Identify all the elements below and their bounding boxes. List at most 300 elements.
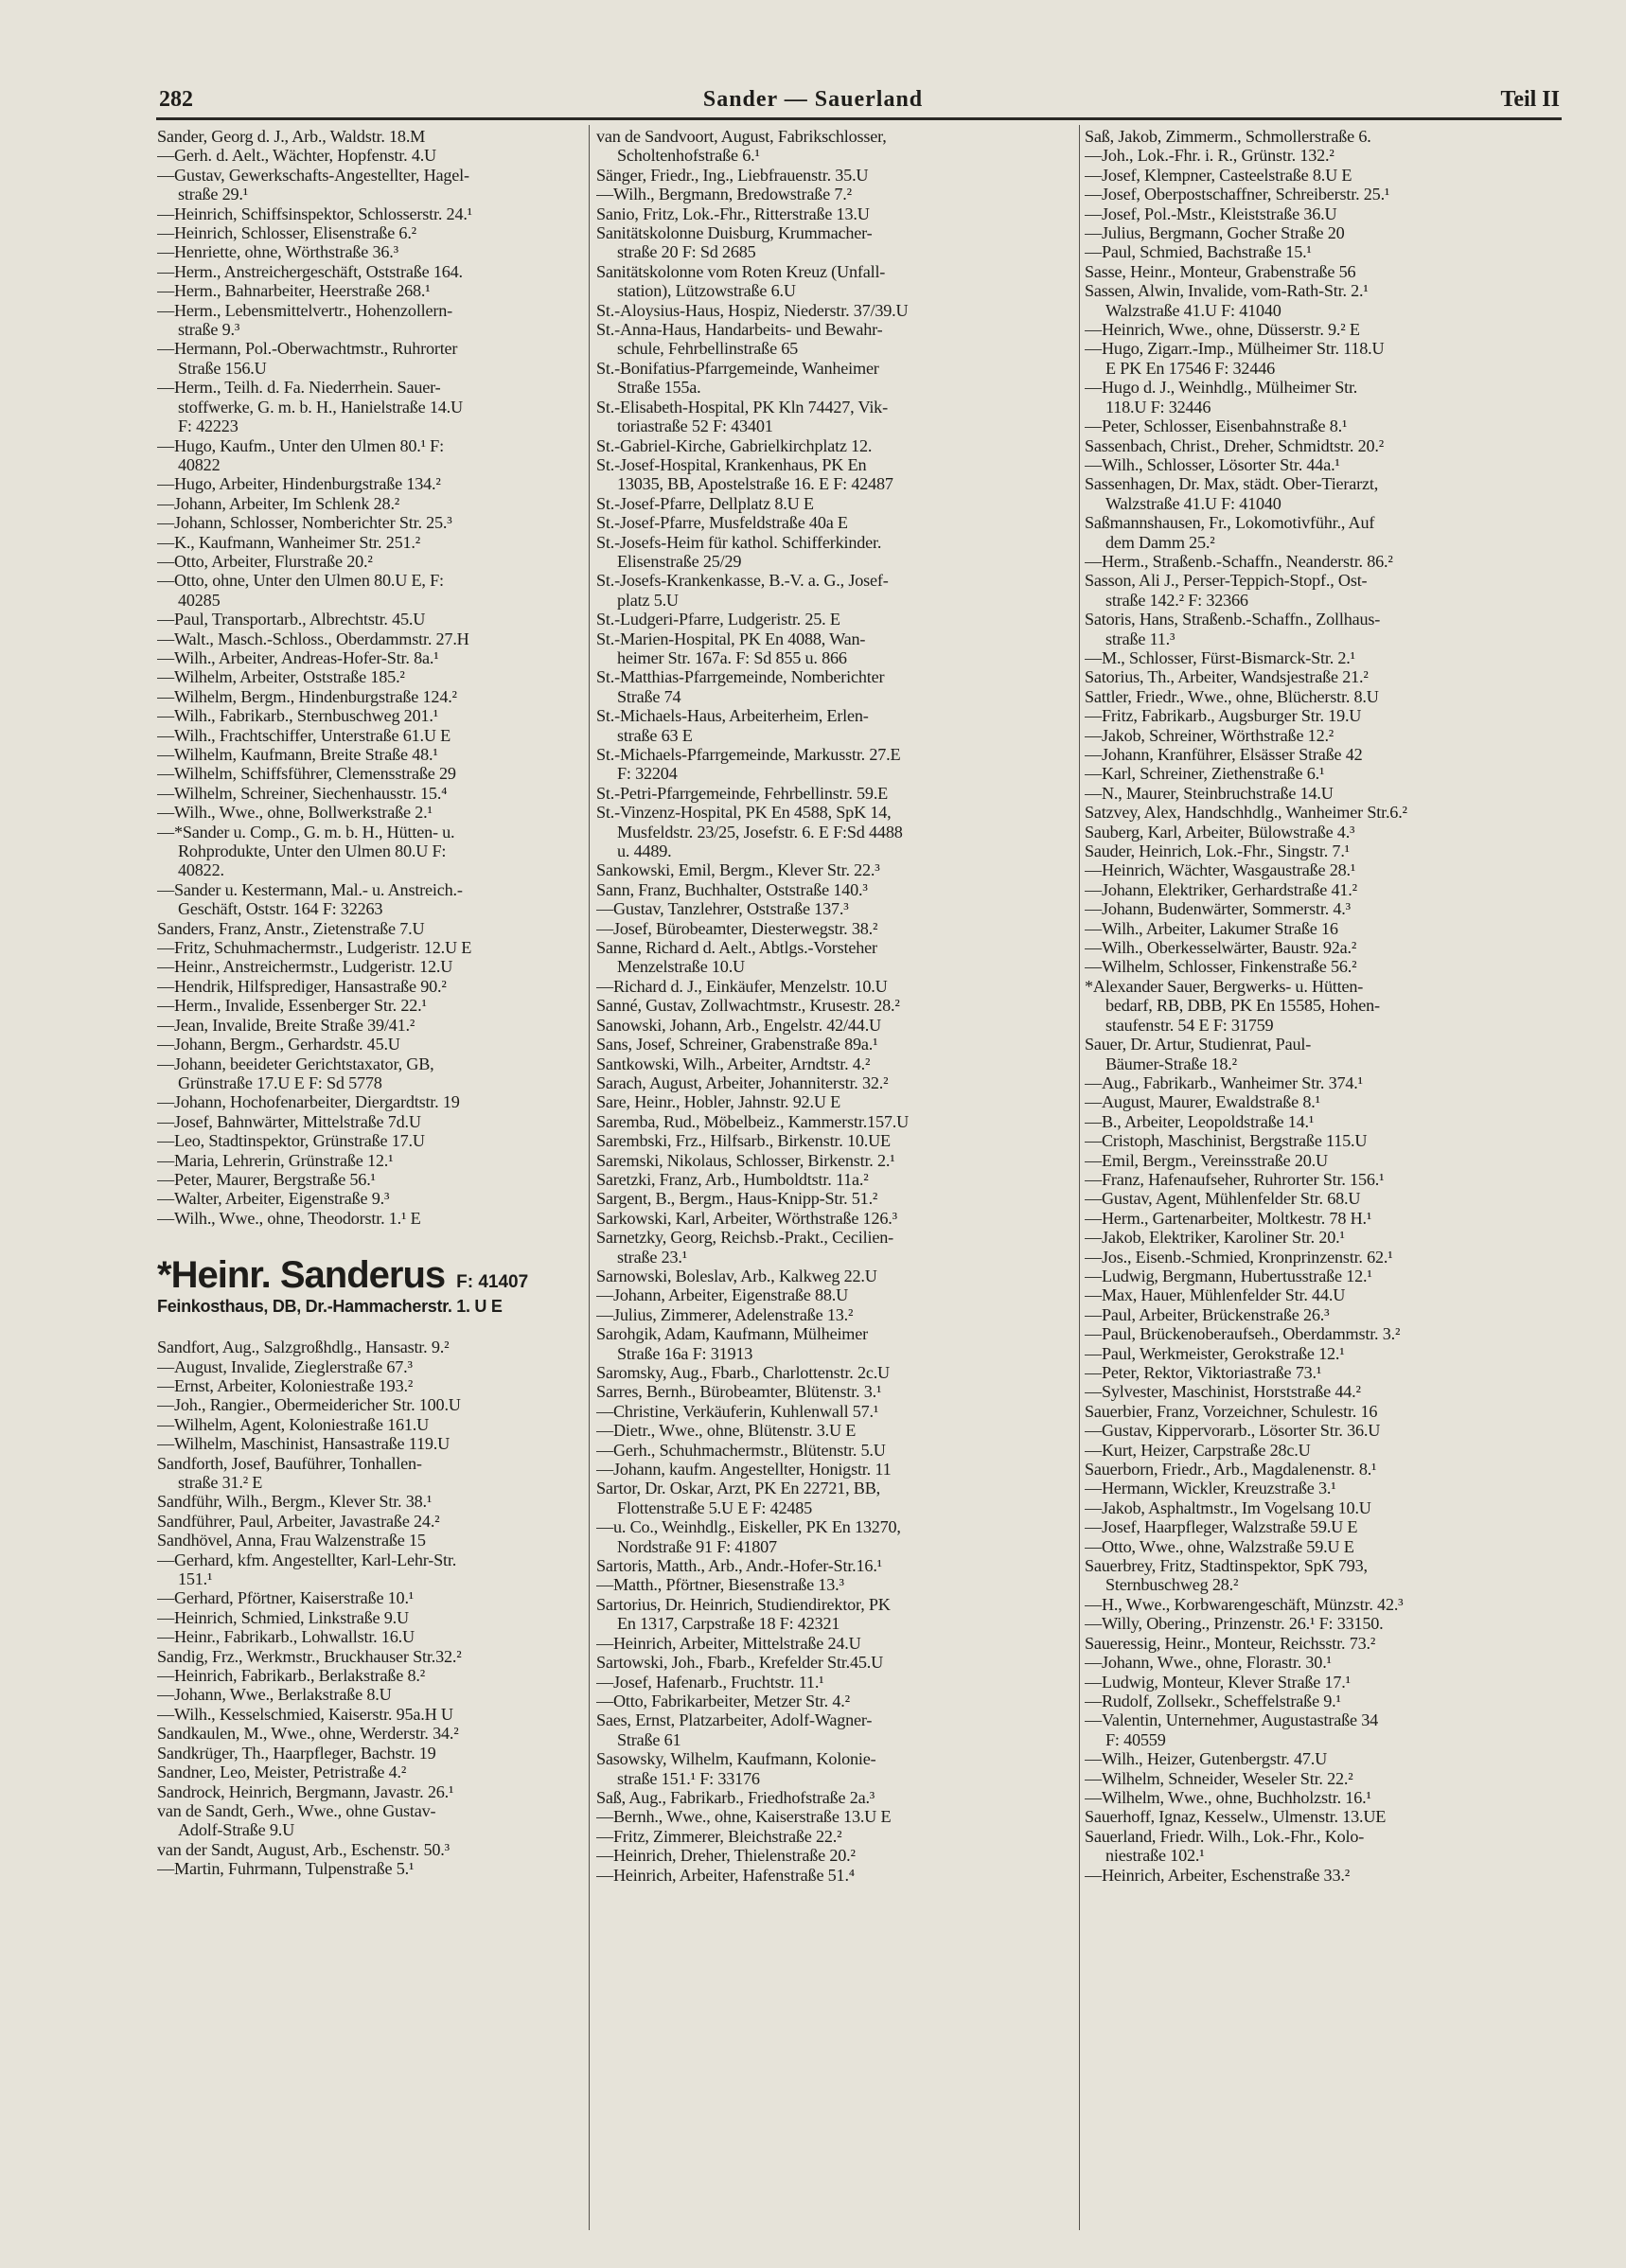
entry-continuation-line: straße 151.¹ F: 33176 xyxy=(617,1768,760,1788)
entry-line: —Josef, Haarpfleger, Walzstraße 59.U E xyxy=(1085,1517,1358,1537)
entry-line: —Sander u. Kestermann, Mal.- u. Anstreich.- xyxy=(157,879,463,899)
directory-entry xyxy=(157,281,592,300)
directory-entry xyxy=(596,1112,1032,1131)
ad-description: Feinkosthaus, DB, Dr.-Hammacherstr. 1. U E xyxy=(157,1297,503,1317)
directory-entry xyxy=(596,1788,1032,1807)
directory-entry xyxy=(157,1112,592,1131)
directory-entry xyxy=(596,899,1032,918)
entry-line: —Herm., Gartenarbeiter, Moltkestr. 78 H.¹ xyxy=(1085,1208,1372,1228)
entry-line: —Wilh., Heizer, Gutenbergstr. 47.U xyxy=(1085,1749,1328,1769)
entry-line: —Johann, Bergm., Gerhardstr. 45.U xyxy=(157,1035,400,1054)
directory-entry xyxy=(1085,1402,1558,1421)
directory-entry xyxy=(1085,1692,1558,1710)
entry-continuation-line: Straße 61 xyxy=(617,1729,681,1749)
directory-entry xyxy=(1085,1673,1558,1692)
directory-entry xyxy=(157,127,592,146)
directory-entry xyxy=(157,726,592,745)
entry-line: St.-Matthias-Pfarrgemeinde, Nomberichter xyxy=(596,667,885,687)
entry-line: —Heinrich, Arbeiter, Hafenstraße 51.⁴ xyxy=(596,1865,855,1885)
directory-entry xyxy=(596,185,1032,204)
entry-line: Sarohgik, Adam, Kaufmann, Mülheimer xyxy=(596,1324,868,1344)
entry-line: Sarres, Bernh., Bürobeamter, Blütenstr. 3.¹ xyxy=(596,1382,882,1402)
entry-continuation-line: straße 9.³ xyxy=(178,320,240,340)
directory-entry xyxy=(157,706,592,725)
directory-entry xyxy=(1085,1769,1558,1788)
directory-entry xyxy=(1085,1267,1558,1285)
directory-entry xyxy=(1085,1556,1558,1595)
entry-line: —Julius, Bergmann, Gocher Straße 20 xyxy=(1085,223,1345,243)
entry-line: —Josef, Hafenarb., Fruchtstr. 11.¹ xyxy=(596,1672,824,1692)
entry-line: —Johann, Elektriker, Gerhardstraße 41.² xyxy=(1085,879,1357,899)
directory-entry xyxy=(1085,1537,1558,1556)
directory-entry xyxy=(596,1595,1032,1634)
directory-entry xyxy=(596,1228,1032,1267)
entry-line: —Dietr., Wwe., ohne, Blütenstr. 3.U E xyxy=(596,1421,857,1441)
entry-continuation-line: Elisenstraße 25/29 xyxy=(617,551,742,571)
entry-line: —Hugo, Arbeiter, Hindenburgstraße 134.² xyxy=(157,474,441,494)
directory-entry xyxy=(157,1685,592,1704)
entry-continuation-line: straße 20 F: Sd 2685 xyxy=(617,242,756,262)
entry-line: *Alexander Sauer, Bergwerks- u. Hütten- xyxy=(1085,976,1364,996)
directory-entry xyxy=(157,1801,592,1840)
directory-entry xyxy=(596,1710,1032,1749)
entry-line: Saremski, Nikolaus, Schlosser, Birkenstr. 2.¹ xyxy=(596,1150,895,1170)
entry-line: —Christine, Verkäuferin, Kuhlenwall 57.¹ xyxy=(596,1401,879,1421)
directory-entry xyxy=(1085,610,1558,648)
directory-entry xyxy=(157,1840,592,1859)
entry-line: —Heinrich, Fabrikarb., Berlakstraße 8.² xyxy=(157,1666,426,1686)
entry-line: Sandführ, Wilh., Bergm., Klever Str. 38.¹ xyxy=(157,1492,433,1512)
entry-line: —Joh., Rangier., Obermeidericher Str. 100.U xyxy=(157,1395,461,1415)
directory-entry xyxy=(1085,860,1558,879)
entry-line: Sattler, Friedr., Wwe., ohne, Blücherstr. 8.U xyxy=(1085,686,1379,706)
directory-entry xyxy=(1085,262,1558,281)
entry-line: —Kurt, Heizer, Carpstraße 28c.U xyxy=(1085,1440,1311,1460)
directory-entry xyxy=(596,1170,1032,1189)
directory-entry xyxy=(1085,687,1558,706)
directory-entry xyxy=(1085,1151,1558,1170)
directory-entry xyxy=(157,1705,592,1724)
directory-entry xyxy=(157,1859,592,1878)
directory-entry xyxy=(596,1382,1032,1401)
directory-entry xyxy=(157,996,592,1015)
directory-entry xyxy=(1085,726,1558,745)
entry-line: St.-Aloysius-Haus, Hospiz, Niederstr. 37/39.U xyxy=(596,300,909,320)
directory-entry xyxy=(157,1744,592,1763)
directory-entry xyxy=(596,1556,1032,1575)
entry-line: Sann, Franz, Buchhalter, Oststraße 140.³ xyxy=(596,879,868,899)
entry-line: —Herm., Straßenb.-Schaffn., Neanderstr. 86.² xyxy=(1085,551,1393,571)
directory-entry xyxy=(1085,1866,1558,1885)
directory-entry xyxy=(596,1421,1032,1440)
entry-continuation-line: Straße 155a. xyxy=(617,378,701,398)
entry-line: Sauerbier, Franz, Vorzeichner, Schulestr. 16 xyxy=(1085,1401,1378,1421)
directory-entry xyxy=(1085,1092,1558,1111)
entry-line: —Wilhelm, Arbeiter, Oststraße 185.² xyxy=(157,667,405,687)
directory-entry xyxy=(157,339,592,378)
directory-entry xyxy=(157,1035,592,1054)
entry-line: Saretzki, Franz, Arb., Humboldtstr. 11a.² xyxy=(596,1169,869,1189)
entry-line: Sarnetzky, Georg, Reichsb.-Prakt., Cecilien- xyxy=(596,1228,893,1248)
entry-line: —Wilhelm, Bergm., Hindenburgstraße 124.² xyxy=(157,686,457,706)
entry-line: —u. Co., Weinhdlg., Eiskeller, PK En 13270, xyxy=(596,1517,901,1537)
directory-entry xyxy=(596,996,1032,1015)
directory-entry xyxy=(157,957,592,976)
directory-entry xyxy=(157,242,592,261)
entry-line: —Johann, Budenwärter, Sommerstr. 4.³ xyxy=(1085,899,1351,919)
entry-line: Sartowski, Joh., Fbarb., Krefelder Str.45.U xyxy=(596,1653,884,1673)
directory-entry xyxy=(596,166,1032,185)
entry-line: Sandforth, Josef, Bauführer, Tonhallen- xyxy=(157,1453,422,1473)
entry-line: St.-Josefs-Heim für kathol. Schifferkinder. xyxy=(596,532,882,552)
entry-line: Sanitätskolonne vom Roten Kreuz (Unfall- xyxy=(596,261,886,281)
entry-continuation-line: E PK En 17546 F: 32446 xyxy=(1105,358,1276,378)
directory-entry xyxy=(1085,1441,1558,1460)
entry-line: —Johann, Schlosser, Nomberichter Str. 25.³ xyxy=(157,513,452,533)
directory-entry xyxy=(1085,281,1558,320)
directory-entry xyxy=(157,1092,592,1111)
entry-line: St.-Josef-Pfarre, Dellplatz 8.U E xyxy=(596,493,814,513)
entry-line: Sandrock, Heinrich, Bergmann, Javastr. 26.¹ xyxy=(157,1781,454,1801)
entry-line: —Herm., Lebensmittelvertr., Hohenzollern- xyxy=(157,300,452,320)
directory-entry xyxy=(157,1588,592,1607)
directory-entry xyxy=(1085,204,1558,223)
column-1 xyxy=(157,127,592,1879)
entry-line: —Hugo, Kaufm., Unter den Ulmen 80.¹ F: xyxy=(157,435,444,455)
directory-entry xyxy=(157,1608,592,1627)
ad-phone: F: 41407 xyxy=(456,1272,529,1293)
entry-line: —Julius, Zimmerer, Adelenstraße 13.² xyxy=(596,1304,854,1324)
directory-entry xyxy=(596,880,1032,899)
directory-entry xyxy=(596,1575,1032,1594)
entry-line: —Wilh., Frachtschiffer, Unterstraße 61.U E xyxy=(157,725,451,745)
directory-entry xyxy=(596,533,1032,572)
directory-entry xyxy=(1085,166,1558,185)
directory-entry xyxy=(157,223,592,242)
entry-line: —Walter, Arbeiter, Eigenstraße 9.³ xyxy=(157,1189,390,1209)
entry-line: —Heinr., Fabrikarb., Lohwallstr. 16.U xyxy=(157,1627,415,1647)
entry-line: Saueressig, Heinr., Monteur, Reichsstr. 73.² xyxy=(1085,1633,1376,1653)
directory-entry xyxy=(596,204,1032,223)
entry-line: —Ludwig, Monteur, Klever Straße 17.¹ xyxy=(1085,1672,1351,1692)
entry-line: —Gustav, Kippervorarb., Lösorter Str. 36.U xyxy=(1085,1421,1381,1441)
entry-line: St.-Vinzenz-Hospital, PK En 4588, SpK 14, xyxy=(596,803,892,823)
directory-entry xyxy=(1085,977,1558,1035)
entry-line: Sankowski, Emil, Bergm., Klever Str. 22.³ xyxy=(596,860,880,880)
entry-line: —Wilh., Kesselschmied, Kaiserstr. 95a.H U xyxy=(157,1704,453,1724)
entry-line: —Maria, Lehrerin, Grünstraße 12.¹ xyxy=(157,1150,394,1170)
directory-entry xyxy=(157,533,592,552)
directory-entry xyxy=(1085,1382,1558,1401)
directory-entry xyxy=(1085,1807,1558,1826)
entry-continuation-line: station), Lützowstraße 6.U xyxy=(617,281,796,301)
entry-line: —Walt., Masch.-Schloss., Oberdammstr. 27.H xyxy=(157,629,469,648)
directory-entry xyxy=(596,1441,1032,1460)
directory-entry xyxy=(1085,938,1558,957)
directory-entry xyxy=(596,1016,1032,1035)
entry-line: —Gerhard, kfm. Angestellter, Karl-Lehr-Str. xyxy=(157,1550,457,1569)
directory-entry xyxy=(157,1724,592,1743)
entry-line: Satzvey, Alex, Handschhdlg., Wanheimer Str.6.² xyxy=(1085,803,1407,823)
advertisement-sanderus xyxy=(157,1254,592,1317)
directory-entry xyxy=(1085,455,1558,474)
directory-entry xyxy=(157,378,592,435)
directory-entry xyxy=(596,1189,1032,1208)
directory-entry xyxy=(596,610,1032,629)
directory-entry xyxy=(596,1517,1032,1556)
directory-entry xyxy=(157,301,592,340)
directory-entry xyxy=(157,1395,592,1414)
entry-line: —Heinrich, Wwe., ohne, Düsserstr. 9.² E xyxy=(1085,320,1360,340)
directory-entry xyxy=(1085,378,1558,416)
entry-line: Sauberg, Karl, Arbeiter, Bülowstraße 4.³ xyxy=(1085,822,1355,842)
directory-entry xyxy=(1085,842,1558,860)
entry-continuation-line: Straße 156.U xyxy=(178,358,267,378)
column-2 xyxy=(596,127,1032,1885)
entry-line: Saes, Ernst, Platzarbeiter, Adolf-Wagner- xyxy=(596,1710,873,1730)
directory-entry xyxy=(596,223,1032,262)
entry-line: Sassenhagen, Dr. Max, städt. Ober-Tierarzt, xyxy=(1085,474,1379,494)
entry-line: —Herm., Teilh. d. Fa. Niederrhein. Sauer- xyxy=(157,378,441,398)
directory-entry xyxy=(157,204,592,223)
directory-entry xyxy=(1085,1421,1558,1440)
entry-line: Santkowski, Wilh., Arbeiter, Arndtstr. 4.² xyxy=(596,1054,871,1073)
directory-entry xyxy=(157,1357,592,1376)
directory-entry xyxy=(1085,784,1558,803)
directory-entry xyxy=(1085,919,1558,938)
directory-entry xyxy=(1085,223,1558,242)
entry-continuation-line: 13035, BB, Apostelstraße 16. E F: 42487 xyxy=(617,474,893,494)
directory-entry xyxy=(596,1846,1032,1865)
entry-line: St.-Josefs-Krankenkasse, B.-V. a. G., Josef- xyxy=(596,571,889,591)
directory-entry xyxy=(157,262,592,281)
directory-entry xyxy=(157,1338,592,1356)
entry-continuation-line: u. 4489. xyxy=(617,842,672,861)
entry-continuation-line: Rohprodukte, Unter den Ulmen 80.U F: xyxy=(178,842,447,861)
entry-line: —Peter, Rektor, Viktoriastraße 73.¹ xyxy=(1085,1363,1322,1382)
entry-line: —Otto, Wwe., ohne, Walzstraße 59.U E xyxy=(1085,1536,1354,1556)
entry-line: —Wilhelm, Schlosser, Finkenstraße 56.² xyxy=(1085,957,1357,977)
entry-line: —Jos., Eisenb.-Schmied, Kronprinzenstr. 62.¹ xyxy=(1085,1247,1393,1267)
entry-line: St.-Michaels-Haus, Arbeiterheim, Erlen- xyxy=(596,706,869,726)
entry-continuation-line: straße 29.¹ xyxy=(178,185,248,204)
entry-continuation-line: straße 142.² F: 32366 xyxy=(1105,590,1248,610)
entry-line: —Aug., Fabrikarb., Wanheimer Str. 374.¹ xyxy=(1085,1072,1363,1092)
directory-entry xyxy=(157,1189,592,1208)
directory-entry xyxy=(1085,552,1558,571)
directory-entry xyxy=(157,1454,592,1493)
directory-entry xyxy=(1085,1324,1558,1343)
entry-line: St.-Bonifatius-Pfarrgemeinde, Wanheimer xyxy=(596,358,879,378)
entry-continuation-line: niestraße 102.¹ xyxy=(1105,1846,1205,1866)
entry-continuation-line: Walzstraße 41.U F: 41040 xyxy=(1105,493,1281,513)
directory-entry xyxy=(1085,571,1558,610)
entry-line: —Paul, Schmied, Bachstraße 15.¹ xyxy=(1085,242,1312,262)
directory-entry xyxy=(596,1402,1032,1421)
entry-line: —Paul, Arbeiter, Brückenstraße 26.³ xyxy=(1085,1304,1330,1324)
directory-entry xyxy=(157,784,592,803)
directory-entry xyxy=(1085,764,1558,783)
directory-entry xyxy=(1085,1788,1558,1807)
directory-entry xyxy=(1085,1498,1558,1517)
entry-continuation-line: Musfeldstr. 23/25, Josefstr. 6. E F:Sd 4488 xyxy=(617,822,903,842)
directory-entry xyxy=(1085,474,1558,513)
directory-entry xyxy=(596,1131,1032,1150)
entry-continuation-line: platz 5.U xyxy=(617,590,679,610)
column-3 xyxy=(1085,127,1558,1885)
directory-entry xyxy=(157,436,592,475)
entry-line: Saßmannshausen, Fr., Lokomotivführ., Auf xyxy=(1085,513,1375,533)
entry-line: Sandkaulen, M., Wwe., ohne, Werderstr. 34.² xyxy=(157,1724,459,1744)
directory-entry xyxy=(157,1531,592,1550)
entry-line: —Johann, Wwe., Berlakstraße 8.U xyxy=(157,1685,392,1705)
directory-entry xyxy=(596,706,1032,745)
directory-entry xyxy=(1085,1228,1558,1247)
directory-entry xyxy=(596,1692,1032,1710)
directory-entry xyxy=(1085,667,1558,686)
entry-line: —Gustav, Gewerkschafts-Angestellter, Hagel- xyxy=(157,165,469,185)
directory-entry xyxy=(157,1763,592,1781)
entry-line: —Peter, Maurer, Bergstraße 56.¹ xyxy=(157,1169,376,1189)
directory-entry xyxy=(1085,1749,1558,1768)
entry-line: Sassen, Alwin, Invalide, vom-Rath-Str. 2.¹ xyxy=(1085,281,1369,301)
entry-line: Sarkowski, Karl, Arbeiter, Wörthstraße 126.³ xyxy=(596,1208,897,1228)
entry-line: —Johann, Wwe., ohne, Florastr. 30.¹ xyxy=(1085,1653,1332,1673)
entry-line: Sanders, Franz, Anstr., Zietenstraße 7.U xyxy=(157,918,425,938)
entry-continuation-line: toriastraße 52 F: 43401 xyxy=(617,416,773,436)
directory-entry xyxy=(1085,1460,1558,1479)
entry-continuation-line: schule, Fehrbellinstraße 65 xyxy=(617,339,799,359)
entry-line: Sare, Heinr., Hobler, Jahnstr. 92.U E xyxy=(596,1092,841,1112)
directory-entry xyxy=(596,1653,1032,1672)
entry-line: —Rudolf, Zollsekr., Scheffelstraße 9.¹ xyxy=(1085,1691,1341,1710)
entry-line: —Richard d. J., Einkäufer, Menzelstr. 10.U xyxy=(596,976,888,996)
entry-line: —Jean, Invalide, Breite Straße 39/41.² xyxy=(157,1015,415,1035)
directory-entry xyxy=(1085,1285,1558,1304)
entry-line: —Heinrich, Schmied, Linkstraße 9.U xyxy=(157,1607,409,1627)
entry-line: —B., Arbeiter, Leopoldstraße 14.¹ xyxy=(1085,1111,1315,1131)
directory-entry xyxy=(1085,1363,1558,1382)
entry-line: St.-Josef-Hospital, Krankenhaus, PK En xyxy=(596,454,867,474)
entry-line: —Heinrich, Dreher, Thielenstraße 20.² xyxy=(596,1846,856,1866)
entry-line: St.-Josef-Pfarre, Musfeldstraße 40a E xyxy=(596,513,848,533)
directory-entry xyxy=(157,1054,592,1093)
entry-line: van de Sandvoort, August, Fabrikschlosser, xyxy=(596,127,887,146)
directory-entry xyxy=(596,919,1032,938)
entry-line: Sans, Josef, Schreiner, Grabenstraße 89a.¹ xyxy=(596,1035,878,1054)
entry-line: Sandführer, Paul, Arbeiter, Javastraße 24.² xyxy=(157,1511,440,1531)
entry-line: —Gustav, Agent, Mühlenfelder Str. 68.U xyxy=(1085,1189,1361,1209)
entry-line: —Wilh., Schlosser, Lösorter Str. 44a.¹ xyxy=(1085,454,1340,474)
directory-entry xyxy=(596,1092,1032,1111)
directory-entry xyxy=(596,1460,1032,1479)
directory-entry xyxy=(596,784,1032,803)
entry-line: —Gerh. d. Aelt., Wächter, Hopfenstr. 4.U xyxy=(157,146,436,166)
entry-line: —Hugo, Zigarr.-Imp., Mülheimer Str. 118.U xyxy=(1085,339,1385,359)
directory-entry xyxy=(157,1627,592,1646)
directory-entry xyxy=(596,1267,1032,1285)
directory-entry xyxy=(1085,1073,1558,1092)
entry-line: —Wilhelm, Maschinist, Hansastraße 119.U xyxy=(157,1434,451,1454)
directory-entry xyxy=(596,1285,1032,1304)
entry-continuation-line: F: 32204 xyxy=(617,764,678,784)
entry-line: —Josef, Klempner, Casteelstraße 8.U E xyxy=(1085,165,1352,185)
directory-entry xyxy=(1085,1189,1558,1208)
entry-line: —Joh., Lok.-Fhr. i. R., Grünstr. 132.² xyxy=(1085,146,1334,166)
entry-line: St.-Marien-Hospital, PK En 4088, Wan- xyxy=(596,629,866,648)
directory-entry xyxy=(1085,127,1558,146)
directory-entry xyxy=(157,1647,592,1666)
directory-entry xyxy=(596,359,1032,398)
directory-entry xyxy=(157,474,592,493)
directory-entry xyxy=(157,938,592,957)
ad-company-name: *Heinr. Sanderus xyxy=(157,1254,446,1297)
directory-entry xyxy=(1085,1112,1558,1131)
entry-line: St.-Gabriel-Kirche, Gabrielkirchplatz 12. xyxy=(596,435,873,455)
entry-continuation-line: dem Damm 25.² xyxy=(1105,532,1215,552)
entry-line: Sauerborn, Friedr., Arb., Magdalenenstr. 8.¹ xyxy=(1085,1460,1377,1480)
directory-entry xyxy=(596,629,1032,668)
entry-line: —Wilh., Fabrikarb., Sternbuschweg 201.¹ xyxy=(157,706,438,726)
entry-continuation-line: Menzelstraße 10.U xyxy=(617,957,745,977)
entry-continuation-line: Adolf-Straße 9.U xyxy=(178,1820,295,1840)
entry-line: Sartor, Dr. Oskar, Arzt, PK En 22721, BB, xyxy=(596,1479,881,1498)
directory-entry xyxy=(596,1324,1032,1363)
entry-line: van de Sandt, Gerh., Wwe., ohne Gustav- xyxy=(157,1800,436,1820)
entry-line: —Wilh., Oberkesselwärter, Baustr. 92a.² xyxy=(1085,938,1357,958)
entry-line: —Karl, Schreiner, Ziethenstraße 6.¹ xyxy=(1085,764,1325,784)
directory-entry xyxy=(596,571,1032,610)
entry-continuation-line: 40822. xyxy=(178,860,224,880)
directory-entry xyxy=(596,513,1032,532)
page-number: 282 xyxy=(159,87,193,112)
directory-entry xyxy=(596,860,1032,879)
directory-entry xyxy=(157,823,592,880)
entry-line: —Heinr., Anstreichermstr., Ludgeristr. 12.U xyxy=(157,957,453,977)
directory-entry xyxy=(157,629,592,648)
directory-entry xyxy=(157,146,592,165)
directory-entry xyxy=(157,1016,592,1035)
directory-entry xyxy=(596,262,1032,301)
entry-continuation-line: Grünstraße 17.U E F: Sd 5778 xyxy=(178,1072,382,1092)
entry-continuation-line: En 1317, Carpstraße 18 F: 42321 xyxy=(617,1614,840,1634)
directory-entry xyxy=(1085,1595,1558,1614)
directory-entry xyxy=(157,1512,592,1531)
entry-line: Sasson, Ali J., Perser-Teppich-Stopf., Ost- xyxy=(1085,571,1368,591)
entry-continuation-line: Flottenstraße 5.U E F: 42485 xyxy=(617,1497,813,1517)
entry-continuation-line: F: 42223 xyxy=(178,416,239,436)
entry-line: Saremba, Rud., Möbelbeiz., Kammerstr.157.U xyxy=(596,1111,910,1131)
entry-line: —Jakob, Elektriker, Karoliner Str. 20.¹ xyxy=(1085,1228,1345,1248)
directory-entry xyxy=(1085,146,1558,165)
entry-line: —Fritz, Fabrikarb., Augsburger Str. 19.U xyxy=(1085,706,1362,726)
entry-line: —Valentin, Unternehmer, Augustastraße 34 xyxy=(1085,1710,1378,1730)
directory-entry xyxy=(1085,242,1558,261)
entry-line: —Ernst, Arbeiter, Koloniestraße 193.² xyxy=(157,1375,414,1395)
entry-continuation-line: Geschäft, Oststr. 164 F: 32263 xyxy=(178,899,383,919)
entry-line: van der Sandt, August, Arb., Eschenstr. 50.³ xyxy=(157,1839,450,1859)
entry-line: —August, Invalide, Zieglerstraße 67.³ xyxy=(157,1356,413,1376)
entry-line: —Hermann, Pol.-Oberwachtmstr., Ruhrorter xyxy=(157,339,458,359)
entry-line: —Johann, Arbeiter, Eigenstraße 88.U xyxy=(596,1285,849,1305)
entry-line: —Josef, Bahnwärter, Mittelstraße 7d.U xyxy=(157,1111,421,1131)
entry-line: —Wilh., Wwe., ohne, Theodorstr. 1.¹ E xyxy=(157,1208,421,1228)
entry-line: Sassenbach, Christ., Dreher, Schmidtstr. 20.² xyxy=(1085,435,1384,455)
entry-continuation-line: Nordstraße 91 F: 41807 xyxy=(617,1536,777,1556)
entry-line: Sartoris, Matth., Arb., Andr.-Hofer-Str.16.¹ xyxy=(596,1556,882,1576)
directory-entry xyxy=(596,127,1032,166)
entry-line: —N., Maurer, Steinbruchstraße 14.U xyxy=(1085,783,1334,803)
